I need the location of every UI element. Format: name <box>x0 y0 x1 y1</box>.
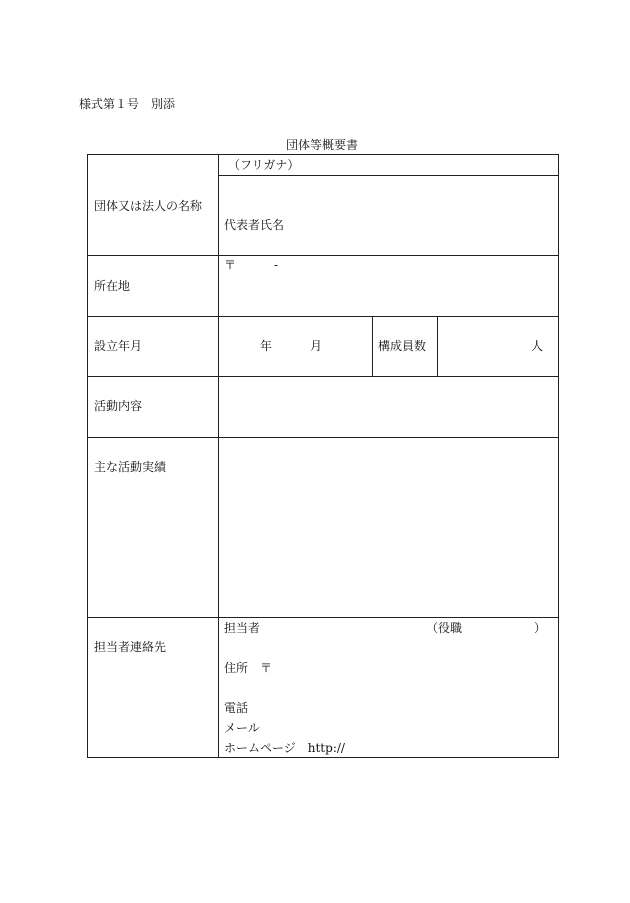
row-divider <box>87 617 559 618</box>
founding-label: 設立年月 <box>94 339 143 353</box>
row-divider <box>87 316 559 317</box>
activity-field[interactable] <box>219 377 558 436</box>
contact-label: 担当者連絡先 <box>94 640 167 654</box>
furigana-field[interactable]: （フリガナ） <box>228 158 300 172</box>
furigana-divider <box>218 175 559 176</box>
row-divider <box>87 255 559 256</box>
activity-label: 活動内容 <box>94 399 143 413</box>
postal-mark[interactable]: 〒 <box>224 258 237 272</box>
postal-dash: - <box>274 258 279 272</box>
contact-homepage-field[interactable]: ホームページ http:// <box>224 741 345 755</box>
contact-position-field[interactable]: （役職 ） <box>426 621 547 635</box>
address-label: 所在地 <box>94 279 131 293</box>
achievements-field[interactable] <box>219 438 558 616</box>
founding-column-divider <box>372 316 373 376</box>
achievements-label: 主な活動実績 <box>94 460 167 474</box>
year-unit[interactable]: 年 <box>260 339 273 353</box>
form-number-label: 様式第１号 別添 <box>79 97 176 111</box>
name-label: 団体又は法人の名称 <box>94 199 203 213</box>
table-border-bottom <box>87 757 559 758</box>
contact-address-field[interactable]: 住所 〒 <box>224 661 273 675</box>
members-label: 構成員数 <box>378 339 427 353</box>
contact-email-field[interactable]: メール <box>224 721 260 735</box>
document-title: 団体等概要書 <box>286 138 359 152</box>
table-border-top <box>87 154 559 155</box>
table-border-right <box>558 154 559 757</box>
representative-field[interactable]: 代表者氏名 <box>224 218 285 232</box>
members-column-divider <box>437 316 438 376</box>
table-border-left <box>87 154 88 757</box>
contact-phone-field[interactable]: 電話 <box>224 701 249 715</box>
month-unit[interactable]: 月 <box>310 339 323 353</box>
members-unit[interactable]: 人 <box>531 339 544 353</box>
contact-person-field[interactable]: 担当者 <box>224 621 261 635</box>
